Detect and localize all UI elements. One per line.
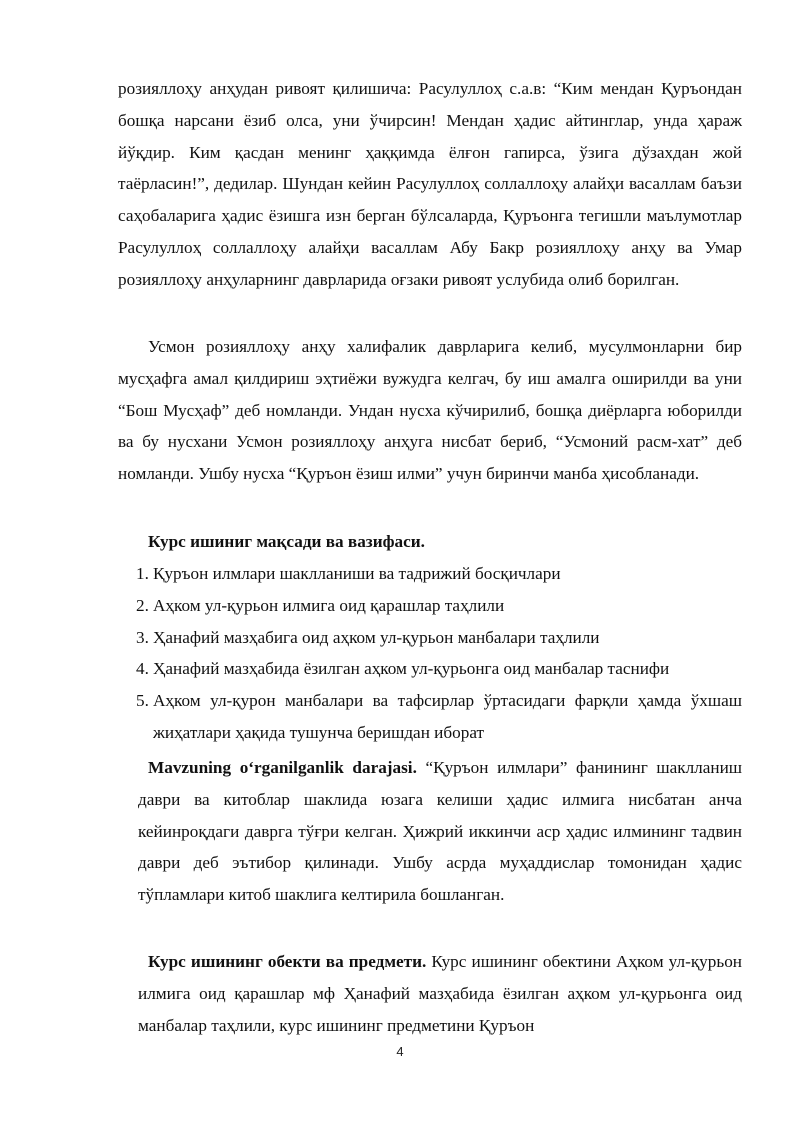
- list-item-number: 4.: [136, 659, 149, 679]
- list-item-text: Қуръон илмлари шаклланиши ва тадрижий босқичлари: [153, 564, 561, 583]
- goals-heading: Курс ишиниг мақсади ва вазифаси.: [148, 532, 425, 551]
- list-item-number: 3.: [136, 627, 149, 647]
- list-item-number: 5.: [136, 691, 149, 711]
- list-item-number: 1.: [136, 564, 149, 583]
- list-item: [136, 685, 742, 749]
- object-subject-heading: Курс ишининг обекти ва предмети.: [148, 952, 427, 971]
- paragraph-usmon-mushaf: Усмон розияллоҳу анҳу халифалик даврларига келиб, мусулмонларни бир мусҳафга амал қилдириш эҳтиёжи вужудга келгач, бу иш амалга оширилди ва уни “Бош Мусҳаф” деб номланди. Ундан нусха кўчирилиб, бошқа диёрларга юборилди ва бу нусхани Усмон розияллоҳу анҳуга нисбат бериб, “Усмоний расм-хат” деб номланди. Ушбу нусха “Қуръон ёзиш илми” учун биринчи манба ҳисобланади.: [118, 337, 742, 484]
- list-item: [136, 653, 742, 685]
- goals-list: [136, 558, 742, 749]
- list-item-text: Ҳанафий мазҳабида ёзилган аҳком ул-қурьонга оид манбалар таснифи: [153, 659, 670, 679]
- study-level-heading: Mavzuning o‘rganilganlik darajasi.: [148, 758, 417, 777]
- paragraph-hadith-narration: розияллоҳу анҳудан ривоят қилишича: Расулуллоҳ с.а.в: “Ким мендан Қуръондан бошқа нарсани ёзиб олса, уни ўчирсин! Мендан ҳадис айтинглар, унда ҳараж йўқдир. Ким қасдан менинг ҳаққимда ёлғон гапирса, ўзига дўзахдан жой таёрласин!”, дедилар. Шундан кейин Расулуллоҳ соллаллоҳу алайҳи васаллам баъзи саҳобаларига ҳадис ёзишга изн берган бўлсаларда, Қуръонга тегишли маълумотлар Расулуллоҳ соллаллоҳу алайҳи васаллам Абу Бакр розияллоҳу анҳу ва Умар розияллоҳу анҳуларнинг даврларида оғзаки ривоят услубида олиб борилган.: [118, 79, 742, 289]
- list-item: [136, 558, 742, 590]
- list-item-number: 2.: [136, 595, 149, 615]
- list-item-text: Ҳанафий мазҳабига оид аҳком ул-қурьон манбалари таҳлили: [153, 627, 600, 647]
- list-item-text: Аҳком ул-қурьон илмига оид қарашлар таҳлили: [153, 595, 505, 615]
- list-item: [136, 622, 742, 654]
- page-number: 4: [396, 1044, 404, 1059]
- object-subject-text: Курс ишининг обектини Аҳком ул-қурьон илмига оид қарашлар мф Ҳанафий мазҳабида ёзилган аҳком ул-қурьонга оид манбалар таҳлили, курс ишининг предметини Қуръон: [138, 952, 742, 1035]
- list-item: [136, 590, 742, 622]
- list-item-text: Аҳком ул-қурон манбалари ва тафсирлар ўртасидаги фарқли ҳамда ўхшаш жиҳатлари ҳақида тушунча беришдан иборат: [153, 691, 742, 742]
- paragraph-object-subject: [138, 946, 742, 1041]
- paragraph-study-level: [138, 752, 742, 911]
- study-level-text: “Қуръон илмлари” фанининг шаклланиш даври ва китоблар шаклида юзага келиши ҳадис илмига нисбатан анча кейинроқдаги даврга тўғри келган. Ҳижрий иккинчи аср ҳадис илмининг тадвин даври деб эътибор қилинади. Ушбу асрда муҳаддислар томонидан ҳадис тўпламлари китоб шаклига келтирила бошланган.: [138, 758, 743, 905]
